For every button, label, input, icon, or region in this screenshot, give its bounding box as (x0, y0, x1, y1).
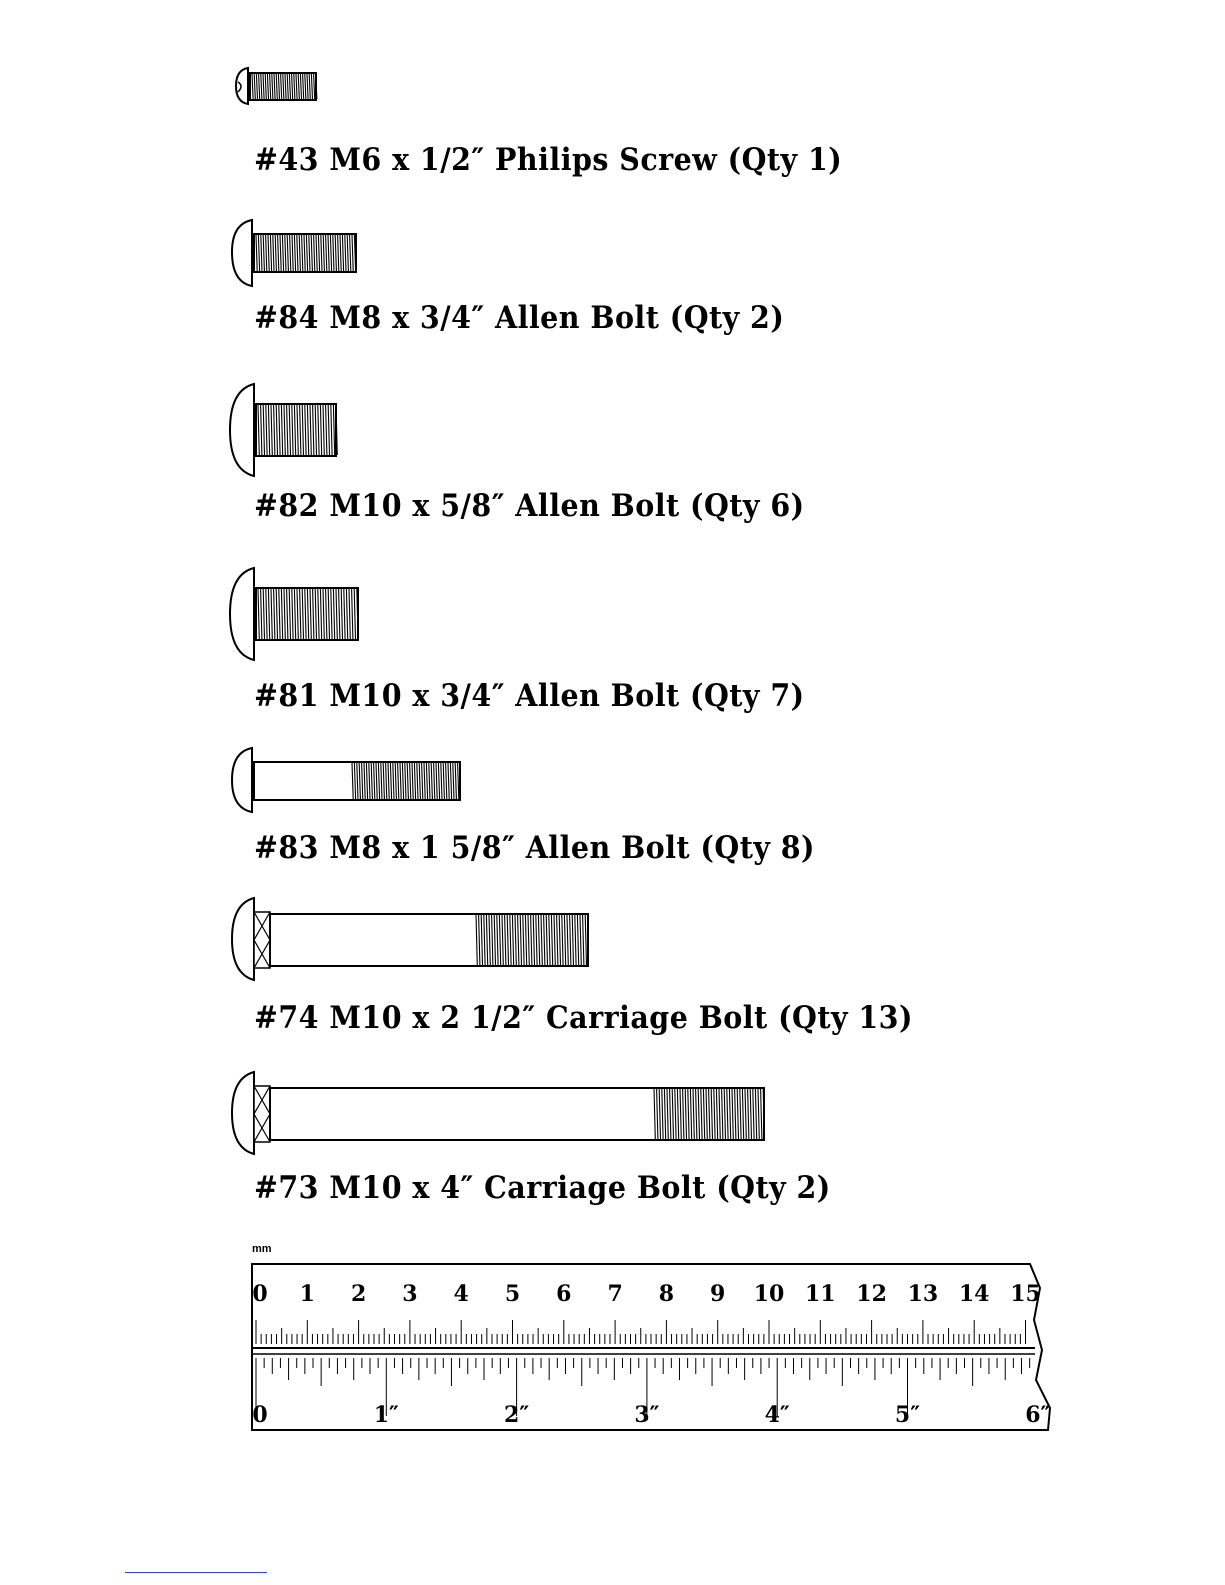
footer-rule (125, 1572, 267, 1573)
allen-bolt-icon (228, 566, 368, 662)
part-74-caption: #74 M10 x 2 1/2″ Carriage Bolt (Qty 13) (254, 1000, 913, 1036)
measurement-ruler (250, 1240, 1060, 1440)
part-43-drawing (228, 64, 328, 110)
part-81-drawing (228, 566, 368, 662)
ruler-cm-label: 6 (556, 1281, 572, 1307)
ruler-cm-label: 5 (504, 1281, 521, 1307)
ruler-cm-label: 4 (453, 1281, 469, 1307)
ruler-cm-label: 7 (607, 1281, 623, 1307)
part-43-caption: #43 M6 x 1/2″ Philips Screw (Qty 1) (254, 142, 843, 178)
ruler-inch-label: 6″ (1025, 1402, 1051, 1428)
part-73-drawing (228, 1070, 773, 1156)
ruler-cm-label: 11 (804, 1281, 836, 1307)
carriage-bolt-icon (228, 1070, 773, 1156)
carriage-bolt-icon (228, 896, 598, 982)
ruler-inch-label: 5″ (894, 1402, 921, 1428)
ruler-cm-label: 13 (907, 1281, 939, 1307)
part-82-caption: #82 M10 x 5/8″ Allen Bolt (Qty 6) (254, 488, 805, 524)
ruler-cm-label: 10 (753, 1281, 785, 1307)
part-74-drawing (228, 896, 598, 982)
ruler-cm-label: 1 (299, 1281, 315, 1307)
ruler-inch-label: 1″ (373, 1402, 399, 1428)
ruler-cm-label: 9 (710, 1281, 726, 1307)
philips-screw-icon (228, 64, 328, 110)
part-82-drawing (228, 382, 348, 478)
part-84-drawing (228, 218, 368, 290)
ruler-mm-label: mm (252, 1243, 272, 1255)
ruler-inch-label: 2″ (504, 1402, 530, 1428)
allen-bolt-icon (228, 382, 348, 478)
ruler-cm-label: 3 (402, 1281, 418, 1307)
ruler-cm-label: 2 (350, 1281, 367, 1307)
allen-bolt-icon (228, 218, 368, 290)
part-83-drawing (228, 746, 468, 814)
ruler-cm-label: 12 (856, 1281, 887, 1307)
part-83-caption: #83 M8 x 1 5/8″ Allen Bolt (Qty 8) (254, 830, 816, 866)
part-81-caption: #81 M10 x 3/4″ Allen Bolt (Qty 7) (254, 678, 805, 714)
ruler-inch-label: 4″ (764, 1402, 790, 1428)
ruler-inch-label: 3″ (634, 1402, 660, 1428)
allen-bolt-icon (228, 746, 468, 814)
ruler-cm-label: 0 (252, 1281, 268, 1307)
ruler-inch-label: 0 (252, 1402, 268, 1428)
ruler-cm-label: 8 (658, 1281, 675, 1307)
part-84-caption: #84 M8 x 3/4″ Allen Bolt (Qty 2) (254, 300, 785, 336)
ruler-cm-label: 14 (958, 1281, 990, 1307)
ruler-cm-label: 15 (1010, 1281, 1041, 1307)
part-73-caption: #73 M10 x 4″ Carriage Bolt (Qty 2) (254, 1170, 831, 1206)
